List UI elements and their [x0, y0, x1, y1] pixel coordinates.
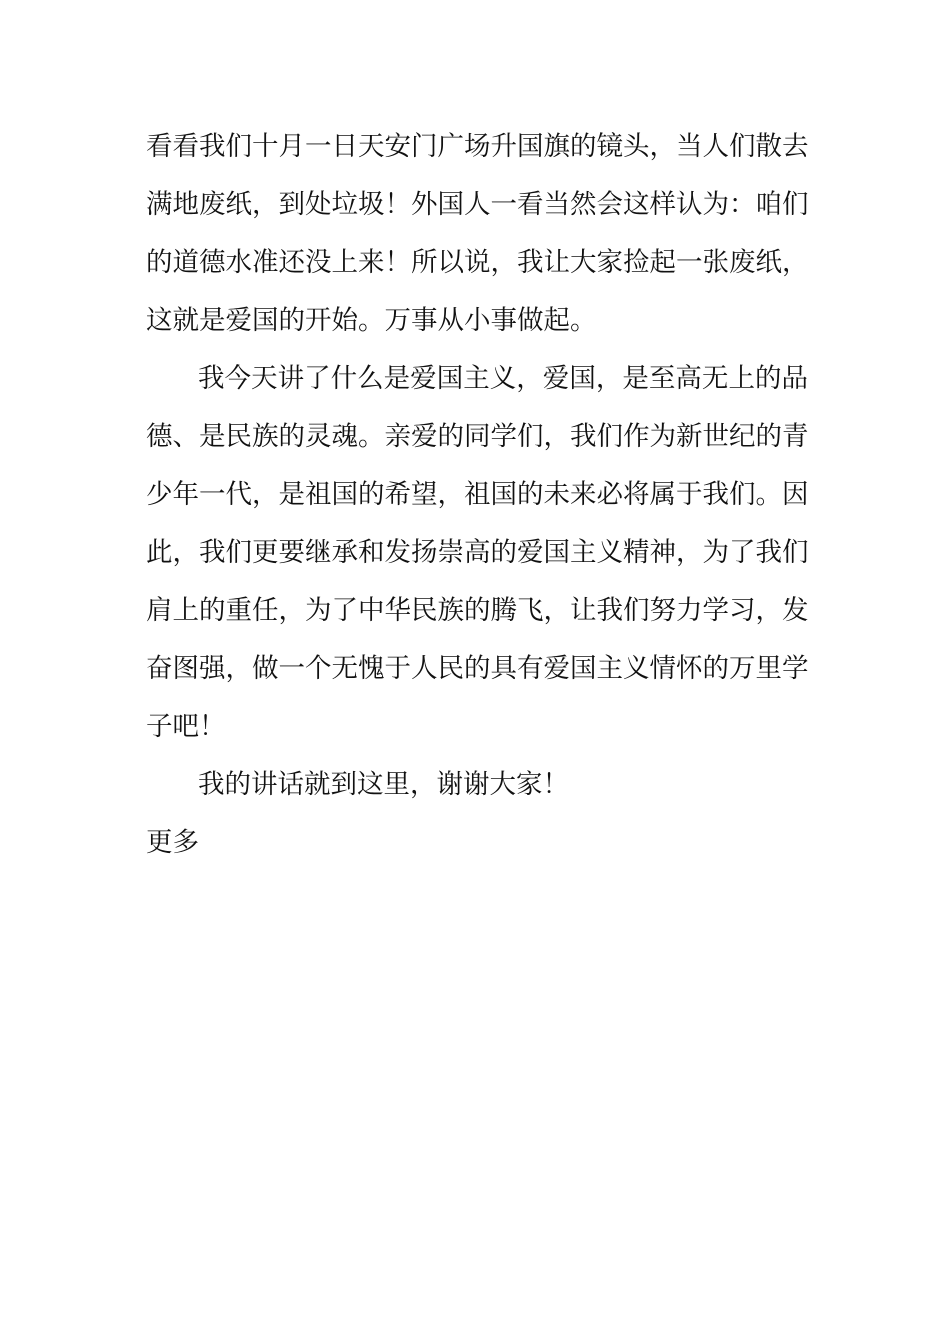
- text-line: 肩上的重任，为了中华民族的腾飞，让我们努力学习，发: [146, 595, 809, 626]
- paragraph-4: [146, 814, 808, 872]
- paragraph-2: [146, 350, 808, 756]
- text-line: 子吧！: [146, 711, 226, 742]
- paragraph-1: [146, 118, 808, 350]
- text-line: 我的讲话就到这里，谢谢大家！: [198, 769, 569, 800]
- text-line: 此，我们更要继承和发扬崇高的爱国主义精神，为了我们: [146, 537, 809, 568]
- text-line: 的道德水准还没上来！所以说，我让大家捡起一张废纸，: [146, 247, 809, 278]
- text-line: 满地废纸，到处垃圾！外国人一看当然会这样认为：咱们: [146, 189, 809, 220]
- text-line: 这就是爱国的开始。万事从小事做起。: [146, 305, 597, 336]
- text-line: 看看我们十月一日天安门广场升国旗的镜头，当人们散去: [146, 131, 809, 162]
- text-line: 少年一代，是祖国的希望，祖国的未来必将属于我们。因: [146, 479, 809, 510]
- text-line: 我今天讲了什么是爱国主义，爱国，是至高无上的品: [198, 363, 808, 394]
- text-line: 德、是民族的灵魂。亲爱的同学们，我们作为新世纪的青: [146, 421, 809, 452]
- paragraph-3: [146, 756, 808, 814]
- text-line: 奋图强，做一个无愧于人民的具有爱国主义情怀的万里学: [146, 653, 809, 684]
- more-text: 更多: [146, 827, 199, 858]
- document-body: [146, 118, 808, 872]
